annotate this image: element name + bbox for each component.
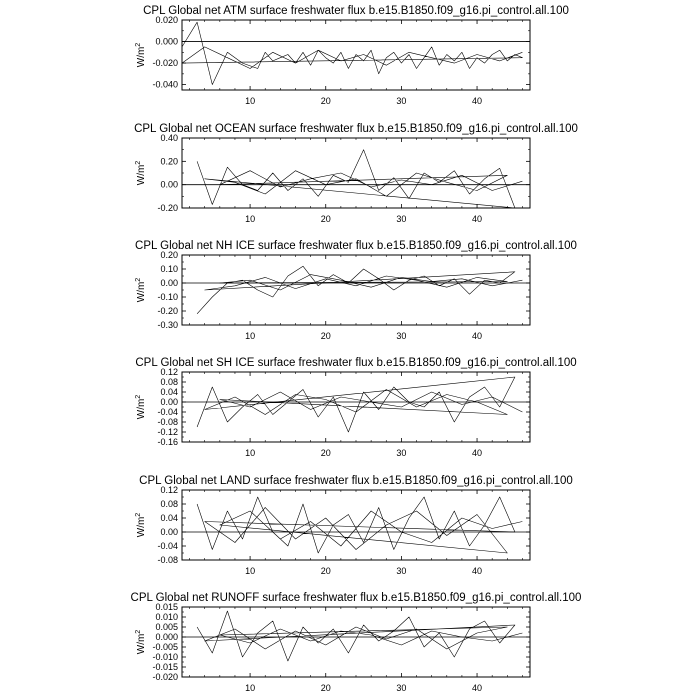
data-series-line	[197, 377, 522, 432]
y-tick-label: 0.12	[160, 485, 178, 495]
y-tick-label: -0.04	[157, 541, 178, 551]
y-tick-label: 0.10	[160, 264, 178, 274]
plot-frame	[182, 372, 530, 442]
y-tick-label: 0.00	[160, 278, 178, 288]
x-tick-label: 30	[396, 566, 407, 576]
y-tick-label: -0.16	[157, 437, 178, 447]
data-series-line	[197, 497, 522, 553]
y-axis-label: $W/m^2$	[135, 394, 147, 420]
y-axis-label: $W/m^2$	[135, 160, 147, 186]
plot-frame	[182, 138, 530, 208]
panel-6	[131, 592, 582, 693]
y-tick-label: 0.20	[160, 156, 178, 167]
panel-1	[135, 5, 569, 106]
y-tick-label: 0.20	[160, 250, 178, 260]
y-tick-label: -0.04	[157, 407, 178, 417]
data-series-line	[182, 22, 522, 84]
data-series-line	[197, 150, 522, 208]
panel-5	[135, 475, 573, 576]
x-tick-label: 30	[396, 448, 407, 458]
panel-title: CPL Global net RUNOFF surface freshwater flux b.e15.B1850.f09_g16.pi_control.all.100	[130, 592, 582, 604]
y-tick-label: 0.010	[155, 612, 178, 622]
x-tick-label: 40	[472, 683, 483, 693]
y-tick-label: -0.30	[157, 320, 178, 330]
y-tick-label: 0.40	[160, 133, 178, 143]
x-tick-label: 40	[472, 331, 483, 341]
x-tick-label: 20	[320, 683, 331, 693]
panel-title: CPL Global net SH ICE surface freshwater flux b.e15.B1850.f09_g16.pi_control.all.100	[135, 357, 577, 369]
panel-4	[135, 357, 577, 458]
panel-title: CPL Global net NH ICE surface freshwater flux b.e15.B1850.f09_g16.pi_control.all.100	[135, 240, 577, 252]
x-tick-label: 40	[472, 96, 483, 106]
data-series-line	[197, 611, 522, 661]
panel-3	[135, 240, 577, 341]
x-tick-label: 20	[320, 96, 331, 106]
y-tick-label: 0.04	[160, 513, 178, 523]
x-tick-label: 30	[396, 214, 407, 224]
panel-title: CPL Global net ATM surface freshwater flux b.e15.B1850.f09_g16.pi_control.all.100	[143, 5, 569, 17]
y-tick-label: 0.005	[155, 622, 178, 632]
x-tick-label: 20	[320, 331, 331, 341]
data-series-line	[197, 266, 522, 314]
y-tick-label: -0.12	[157, 427, 178, 437]
y-tick-label: 0.020	[155, 15, 178, 25]
x-tick-label: 10	[245, 683, 256, 693]
y-tick-label: 0.000	[155, 36, 178, 47]
x-tick-label: 10	[245, 214, 256, 224]
x-tick-label: 10	[245, 448, 256, 458]
x-tick-label: 30	[396, 331, 407, 341]
x-tick-label: 10	[245, 96, 256, 106]
y-tick-label: 0.08	[160, 499, 178, 509]
x-tick-label: 20	[320, 448, 331, 458]
y-tick-label: -0.015	[152, 662, 178, 672]
y-tick-label: -0.020	[152, 672, 178, 682]
y-tick-label: 0.00	[160, 397, 178, 407]
y-tick-label: 0.08	[160, 377, 178, 387]
y-tick-label: 0.00	[160, 179, 178, 190]
y-tick-label: -0.08	[157, 417, 178, 427]
y-tick-label: -0.005	[152, 642, 178, 652]
y-axis-label: $W/m^2$	[135, 512, 147, 538]
x-tick-label: 40	[472, 448, 483, 458]
x-tick-label: 10	[245, 331, 256, 341]
x-tick-label: 20	[320, 214, 331, 224]
y-axis-label: $W/m^2$	[135, 42, 147, 68]
panel-title: CPL Global net LAND surface freshwater flux b.e15.B1850.f09_g16.pi_control.all.100	[139, 475, 573, 487]
panel-title: CPL Global net OCEAN surface freshwater flux b.e15.B1850.f09_g16.pi_control.all.100	[134, 123, 578, 135]
y-tick-label: -0.10	[157, 292, 178, 302]
y-tick-label: 0.00	[160, 527, 178, 537]
y-tick-label: -0.040	[152, 79, 178, 90]
y-tick-label: 0.015	[155, 602, 178, 612]
x-tick-label: 20	[320, 566, 331, 576]
x-tick-label: 40	[472, 566, 483, 576]
y-tick-label: 0.04	[160, 387, 178, 397]
y-axis-label: $W/m^2$	[135, 277, 147, 303]
y-tick-label: 0.12	[160, 367, 178, 377]
x-tick-label: 10	[245, 566, 256, 576]
y-tick-label: -0.20	[157, 203, 178, 213]
y-tick-label: -0.08	[157, 555, 178, 565]
y-tick-label: -0.010	[152, 652, 178, 662]
panel-2	[134, 123, 578, 224]
plot-frame	[182, 607, 530, 677]
y-axis-label: $W/m^2$	[135, 629, 147, 655]
x-tick-label: 30	[396, 683, 407, 693]
y-tick-label: -0.020	[152, 58, 178, 69]
x-tick-label: 40	[472, 214, 483, 224]
y-tick-label: -0.20	[157, 306, 178, 316]
x-tick-label: 30	[396, 96, 407, 106]
plot-frame	[182, 255, 530, 325]
y-tick-label: 0.000	[155, 632, 178, 642]
